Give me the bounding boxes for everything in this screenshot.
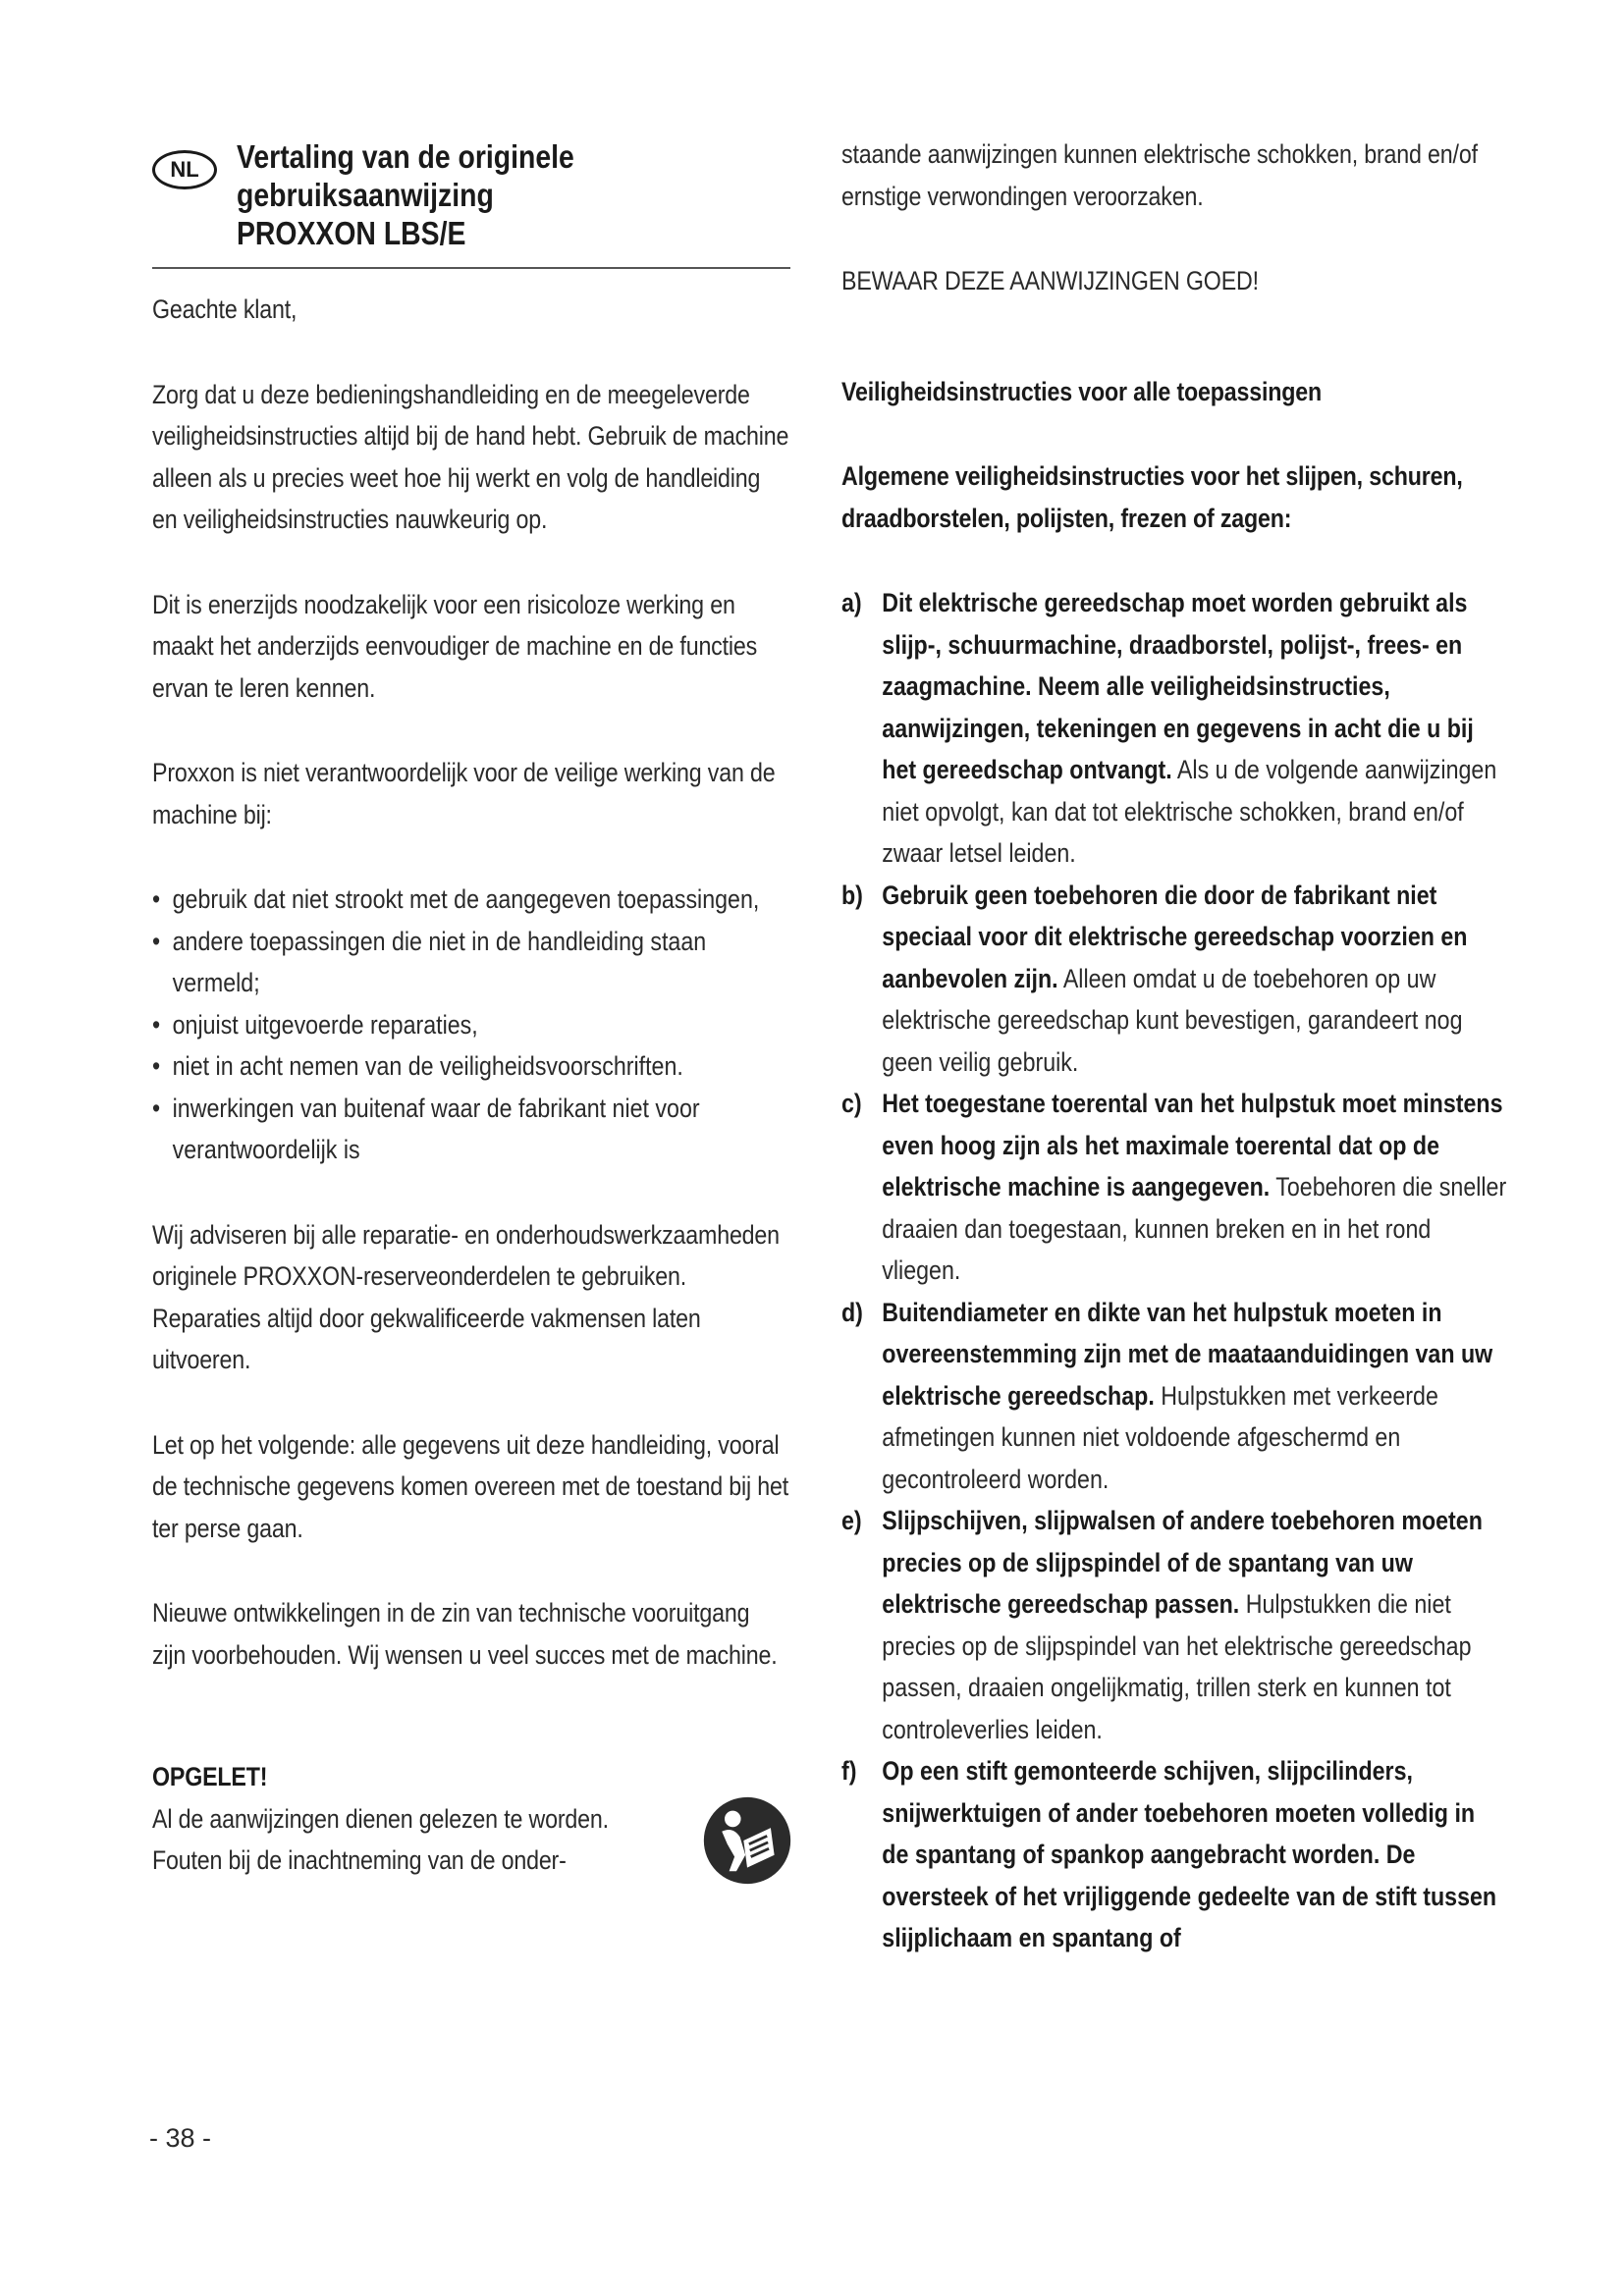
- continued-warning: staande aanwijzingen kunnen elektrische schokken, brand en/of ernstige verwondingen veroorzaken.: [841, 139, 1478, 211]
- liability-list: [152, 879, 788, 1171]
- item-bold-text: Slijpschijven, slijpwalsen of andere toebehoren moeten precies op de slijpspindel of de spantang van uw elektrische gereedschap passen.: [882, 1506, 1483, 1619]
- item-normal-text: Als u de volgende aanwijzingen niet opvolgt, kan dat tot elektrische schokken, brand en/of zwaar letsel leiden.: [882, 755, 1497, 868]
- development-paragraph: Nieuwe ontwikkelingen in de zin van technische vooruitgang zijn voorbehouden. Wij wensen u veel succes met de machine.: [152, 1598, 778, 1670]
- warning-title: OPGELET!: [152, 1762, 268, 1791]
- item-bold-text: Op een stift gemonteerde schijven, slijpcilinders, snijwerktuigen of ander toebehoren moeten volledig in de spantang of spankop aangebracht worden. De oversteek of het vrijliggende gedeelte van de stift tussen slijplichaam en spantang of: [882, 1756, 1497, 1952]
- safety-item-c: [841, 1083, 1507, 1292]
- language-badge: NL: [152, 150, 217, 189]
- item-bold-text: Buitendiameter en dikte van het hulpstuk moeten in overeenstemming zijn met de maataanduidingen van uw elektrische gereedschap.: [882, 1297, 1493, 1411]
- data-notice-paragraph: Let op het volgende: alle gegevens uit deze handleiding, vooral de technische gegevens komen overeen met de toestand bij het ter perse gaan.: [152, 1429, 789, 1543]
- list-item: • gebruik dat niet strookt met de aangegeven toepassingen,: [152, 879, 788, 921]
- intro-paragraph: Zorg dat u deze bedieningshandleiding en de meegeleverde veiligheidsinstructies altijd bij de hand hebt. Gebruik de machine alleen als u precies weet hoe hij werkt en volg de handleiding en veiligheidsinstructies nauwkeurig op.: [152, 379, 789, 534]
- item-bold-text: Gebruik geen toebehoren die door de fabrikant niet speciaal voor dit elektrische gereedschap voorzien en aanbevolen zijn.: [882, 880, 1468, 993]
- item-normal-text: Alleen omdat u de toebehoren op uw elektrische gereedschap kunt bevestigen, garandeert nog geen veilig gebruik.: [882, 963, 1463, 1077]
- safety-item-b: [841, 875, 1507, 1084]
- item-normal-text: Hulpstukken met verkeerde afmetingen kunnen niet voldoende afgeschermd en gecontroleerd worden.: [882, 1380, 1438, 1494]
- safety-item-a: [841, 582, 1507, 875]
- header-divider: [152, 267, 790, 269]
- safety-item-e: [841, 1500, 1507, 1750]
- list-item: • niet in acht nemen van de veiligheidsvoorschriften.: [152, 1045, 788, 1088]
- greeting: Geachte klant,: [152, 294, 298, 324]
- general-safety-heading: Algemene veiligheidsinstructies voor het slijpen, schuren, draadborstelen, polijsten, frezen of zagen:: [841, 461, 1463, 533]
- list-item: • inwerkingen van buitenaf waar de fabrikant niet voor verantwoordelijk is: [152, 1088, 788, 1171]
- item-letter: f): [841, 1756, 857, 1786]
- item-bold-text: Het toegestane toerental van het hulpstuk moet minstens even hoog zijn als het maximale toerental dat op de elektrische machine is aangegeven.: [882, 1089, 1503, 1201]
- document-header: [152, 128, 790, 271]
- safety-item-f: [841, 1750, 1507, 1959]
- list-item: • andere toepassingen die niet in de handleiding staan vermeld;: [152, 921, 788, 1004]
- item-letter: a): [841, 588, 862, 617]
- left-column: [152, 128, 790, 1882]
- purpose-paragraph: Dit is enerzijds noodzakelijk voor een risicoloze werking en maakt het anderzijds eenvoudiger de machine en de functies ervan te leren kennen.: [152, 589, 758, 703]
- right-column: [841, 133, 1509, 1959]
- keep-instructions: BEWAAR DEZE AANWIJZINGEN GOED!: [841, 266, 1259, 295]
- item-normal-text: Toebehoren die sneller draaien dan toegestaan, kunnen breken en in het rond vliegen.: [882, 1172, 1507, 1285]
- item-normal-text: Hulpstukken die niet precies op de slijpspindel van het elektrische gereedschap passen, draaien ongelijkmatig, trillen sterk en kunnen tot controleverlies leiden.: [882, 1589, 1472, 1744]
- list-item: • onjuist uitgevoerde reparaties,: [152, 1004, 788, 1046]
- read-manual-icon: [702, 1795, 792, 1886]
- item-letter: d): [841, 1297, 863, 1327]
- item-letter: b): [841, 880, 863, 910]
- warning-block: [152, 1756, 790, 1882]
- repairs-paragraph: Reparaties altijd door gekwalificeerde vakmensen laten uitvoeren.: [152, 1303, 701, 1374]
- safety-heading: Veiligheidsinstructies voor alle toepassingen: [841, 376, 1323, 406]
- liability-paragraph: Proxxon is niet verantwoordelijk voor de veilige werking van de machine bij:: [152, 758, 776, 829]
- title-line-2: gebruiksaanwijzing: [237, 177, 494, 213]
- spare-parts-paragraph: Wij adviseren bij alle reparatie- en onderhoudswerkzaamheden originele PROXXON-reserveonderdelen te gebruiken.: [152, 1219, 780, 1291]
- document-title: [237, 137, 826, 252]
- safety-item-d: [841, 1292, 1507, 1501]
- title-line-3: PROXXON LBS/E: [237, 215, 466, 251]
- item-bold-text: Dit elektrische gereedschap moet worden gebruikt als slijp-, schuurmachine, draadborstel, polijst-, frees- en zaagmachine. Neem alle veiligheidsinstructies, aanwijzingen, tekeningen en gegevens in acht die u bij het gereedschap ontvangt.: [882, 588, 1474, 784]
- warning-text: Al de aanwijzingen dienen gelezen te worden. Fouten bij de inachtneming van de onder-: [152, 1803, 609, 1875]
- item-letter: c): [841, 1089, 862, 1118]
- title-line-1: Vertaling van de originele: [237, 138, 574, 175]
- item-letter: e): [841, 1506, 862, 1535]
- page-number: - 38 -: [149, 2123, 212, 2153]
- safety-items: [841, 582, 1507, 1959]
